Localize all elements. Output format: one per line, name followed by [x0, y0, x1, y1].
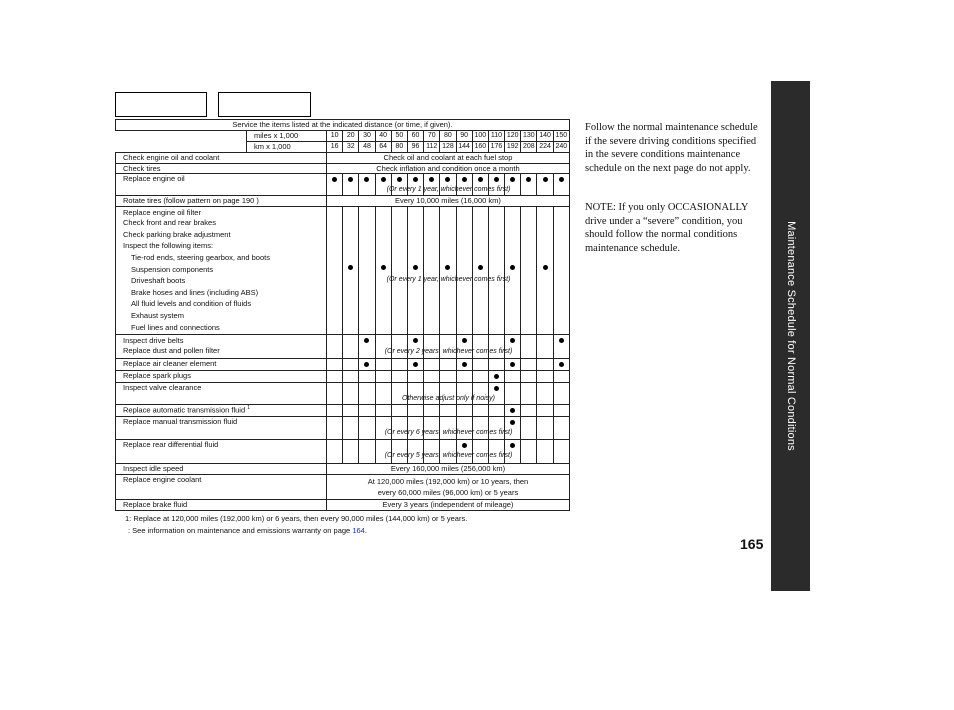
interval-note: (Or every 2 years, whichever comes first) — [384, 348, 513, 356]
interval-cell — [359, 383, 375, 405]
interval-cell — [327, 371, 343, 383]
table-row — [116, 440, 570, 464]
row-label-group — [116, 335, 327, 359]
interval-cell — [505, 440, 521, 464]
miles-value: 140 — [537, 130, 553, 141]
km-value: 224 — [537, 141, 553, 152]
interval-cell — [391, 440, 407, 464]
table-row — [116, 163, 570, 174]
interval-cell — [488, 383, 504, 405]
km-value: 176 — [488, 141, 504, 152]
km-label: km x 1,000 — [247, 141, 327, 152]
miles-value: 20 — [343, 130, 359, 141]
interval-cell — [537, 359, 553, 371]
interval-cell — [424, 417, 440, 440]
km-value: 32 — [343, 141, 359, 152]
interval-cell — [343, 371, 359, 383]
interval-cell — [359, 371, 375, 383]
row-label: Replace engine oil — [116, 174, 327, 196]
interval-cell — [375, 383, 391, 405]
footnote-2: : See information on maintenance and emissions warranty on page 164. — [128, 526, 367, 535]
interval-cell — [505, 335, 521, 359]
interval-cell — [391, 335, 407, 359]
row-sublabel: Suspension components — [131, 264, 214, 274]
interval-cell — [424, 371, 440, 383]
service-dot — [397, 177, 402, 182]
interval-cell — [488, 405, 504, 417]
interval-cell — [391, 371, 407, 383]
interval-cell — [553, 335, 569, 359]
header-instruction: Service the items listed at the indicated distance (or time, if given). — [116, 120, 570, 131]
service-dot — [413, 265, 418, 270]
row-interval-text: Every 160,000 miles (256,000 km) — [327, 464, 570, 475]
row-label: Replace manual transmission fluid — [116, 417, 327, 440]
row-interval-text: Every 10,000 miles (16,000 km) — [327, 196, 570, 207]
table-row — [116, 359, 570, 371]
table-row — [116, 152, 570, 163]
interval-cell — [505, 174, 521, 196]
km-row — [116, 141, 570, 152]
service-dot — [364, 362, 369, 367]
service-dot — [510, 408, 515, 413]
normal-schedule-paragraph: Follow the normal maintenance schedule if the severe driving conditions specified in the severe conditions maintenance schedule on the next page do not apply. — [585, 122, 758, 174]
interval-cell — [407, 383, 423, 405]
row-sublabel: Fuel lines and connections — [131, 322, 220, 332]
interval-note: Otherwise adjust only if noisy) — [402, 395, 495, 403]
interval-cell — [407, 440, 423, 464]
interval-cell — [391, 405, 407, 417]
service-dot — [559, 338, 564, 343]
row-label: Check tires — [116, 163, 327, 174]
interval-cell — [456, 174, 472, 196]
table-row — [116, 475, 570, 500]
interval-cell — [424, 207, 440, 335]
interval-cell — [424, 405, 440, 417]
row-label: Inspect drive belts — [123, 336, 184, 346]
km-value: 128 — [440, 141, 456, 152]
service-dot — [510, 338, 515, 343]
interval-cell — [488, 359, 504, 371]
interval-cell — [456, 359, 472, 371]
row-label: Inspect idle speed — [116, 464, 327, 475]
interval-cell — [553, 371, 569, 383]
table-row — [116, 335, 570, 359]
interval-cell — [521, 359, 537, 371]
interval-cell — [521, 383, 537, 405]
row-label: Inspect the following items: — [123, 241, 214, 251]
interval-cell — [488, 174, 504, 196]
miles-value: 40 — [375, 130, 391, 141]
service-dot — [381, 265, 386, 270]
interval-cell — [327, 207, 511, 335]
service-dot — [413, 338, 418, 343]
interval-cell — [424, 383, 440, 405]
miles-row — [116, 130, 570, 141]
row-label: Check front and rear brakes — [123, 218, 216, 228]
interval-cell — [505, 207, 521, 335]
interval-cell — [553, 359, 569, 371]
table-row — [116, 464, 570, 475]
interval-cell — [359, 417, 375, 440]
interval-cell — [537, 440, 553, 464]
interval-cell — [488, 207, 504, 335]
interval-cell — [456, 207, 472, 335]
interval-cell — [359, 207, 375, 335]
row-sublabel: Exhaust system — [131, 311, 184, 320]
maintenance-schedule-table — [115, 119, 570, 511]
interval-cell — [472, 371, 488, 383]
interval-cell — [537, 174, 553, 196]
service-dot — [462, 338, 467, 343]
miles-value: 60 — [407, 130, 423, 141]
interval-cell — [521, 371, 537, 383]
interval-cell — [407, 335, 423, 359]
interval-cell — [521, 335, 537, 359]
interval-cell — [391, 207, 407, 335]
interval-cell — [327, 174, 511, 196]
interval-note: (Or every 5 years, whichever comes first) — [384, 452, 513, 460]
interval-cell — [440, 174, 456, 196]
section-side-tab — [771, 81, 810, 591]
interval-cell — [327, 417, 513, 440]
interval-cell — [521, 417, 537, 440]
interval-cell — [553, 440, 569, 464]
interval-cell — [456, 335, 472, 359]
service-dot — [510, 443, 515, 448]
km-value: 16 — [327, 141, 343, 152]
service-dot — [526, 177, 531, 182]
interval-cell — [407, 371, 423, 383]
interval-cell — [407, 359, 423, 371]
row-interval-text: Check oil and coolant at each fuel stop — [327, 152, 570, 163]
service-dot — [462, 443, 467, 448]
interval-cell — [537, 405, 553, 417]
header-tab-box-right — [218, 92, 311, 117]
interval-cell — [553, 383, 569, 405]
interval-cell — [553, 207, 569, 335]
interval-cell — [375, 207, 391, 335]
row-label: Replace engine coolant — [116, 475, 327, 500]
interval-cell — [521, 440, 537, 464]
row-label: Replace dust and pollen filter — [123, 346, 220, 356]
row-label: Replace spark plugs — [116, 371, 327, 383]
row-interval-text: At 120,000 miles (192,000 km) or 10 years, then every 60,000 miles (96,000 km) or 5 years — [327, 475, 570, 500]
interval-cell — [440, 417, 456, 440]
row-label: Replace brake fluid — [116, 500, 327, 511]
interval-cell — [391, 383, 407, 405]
km-value: 96 — [407, 141, 423, 152]
miles-label: miles x 1,000 — [247, 130, 327, 141]
miles-value: 130 — [521, 130, 537, 141]
interval-cell — [407, 207, 423, 335]
interval-cell — [375, 371, 391, 383]
interval-cell — [472, 207, 488, 335]
service-dot — [559, 362, 564, 367]
interval-cell — [359, 405, 375, 417]
km-value: 64 — [375, 141, 391, 152]
row-interval-text: Every 3 years (independent of mileage) — [327, 500, 570, 511]
interval-cell — [456, 440, 472, 464]
row-label: Replace air cleaner element — [116, 359, 327, 371]
interval-cell — [440, 207, 456, 335]
service-dot — [364, 177, 369, 182]
service-dot — [543, 265, 548, 270]
interval-cell — [488, 371, 504, 383]
service-dot — [494, 177, 499, 182]
miles-value: 50 — [391, 130, 407, 141]
interval-cell — [472, 440, 488, 464]
interval-cell — [505, 405, 521, 417]
interval-cell — [327, 335, 513, 359]
service-dot — [462, 177, 467, 182]
interval-cell — [359, 174, 375, 196]
interval-cell — [537, 207, 553, 335]
footnote-marker: 1 — [247, 405, 251, 412]
row-label: Replace rear differential fluid — [116, 440, 327, 464]
km-value: 48 — [359, 141, 375, 152]
miles-value: 90 — [456, 130, 472, 141]
interval-cell — [440, 335, 456, 359]
interval-cell — [440, 405, 456, 417]
interval-cell — [456, 383, 472, 405]
service-dot — [332, 177, 337, 182]
row-sublabel: All fluid levels and condition of fluids — [131, 299, 252, 309]
interval-cell — [505, 417, 521, 440]
service-dot — [559, 177, 564, 182]
row-sublabel: Driveshaft boots — [131, 276, 186, 286]
service-dot — [510, 362, 515, 367]
interval-cell — [553, 174, 569, 196]
table-row — [116, 207, 570, 335]
service-dot — [348, 265, 353, 270]
service-dot — [494, 386, 499, 391]
row-label: Replace engine oil filter — [123, 208, 201, 218]
service-dot — [494, 374, 499, 379]
interval-cell — [424, 440, 440, 464]
interval-cell — [553, 417, 569, 440]
miles-value: 30 — [359, 130, 375, 141]
table-row — [116, 417, 570, 440]
page-link[interactable]: 164 — [352, 526, 365, 535]
service-dot — [364, 338, 369, 343]
service-dot — [445, 265, 450, 270]
interval-cell — [505, 383, 521, 405]
footnote-1: 1: Replace at 120,000 miles (192,000 km) or 6 years, then every 90,000 miles (144,000 km) or 5 years. — [125, 514, 468, 523]
interval-cell — [521, 174, 537, 196]
table-row — [116, 371, 570, 383]
miles-value: 80 — [440, 130, 456, 141]
section-title-vertical: Maintenance Schedule for Normal Conditions — [784, 221, 797, 451]
interval-cell — [343, 440, 359, 464]
table-row — [116, 174, 570, 196]
miles-value: 120 — [505, 130, 521, 141]
interval-cell — [391, 417, 407, 440]
table-header-row — [116, 120, 570, 131]
service-dot — [510, 265, 515, 270]
service-dot — [348, 177, 353, 182]
interval-cell — [359, 440, 375, 464]
miles-value: 100 — [472, 130, 488, 141]
interval-cell — [521, 207, 537, 335]
interval-cell — [327, 440, 513, 464]
km-value: 208 — [521, 141, 537, 152]
table-row — [116, 500, 570, 511]
service-dot — [478, 265, 483, 270]
interval-cell — [505, 371, 521, 383]
service-dot — [510, 420, 515, 425]
interval-cell — [327, 383, 495, 405]
interval-cell — [537, 335, 553, 359]
interval-cell — [537, 417, 553, 440]
km-value: 144 — [456, 141, 472, 152]
service-dot — [462, 362, 467, 367]
interval-cell — [343, 383, 359, 405]
interval-cell — [472, 405, 488, 417]
table-row — [116, 405, 570, 417]
interval-cell — [407, 174, 423, 196]
interval-cell — [343, 335, 359, 359]
row-label-group — [116, 207, 327, 335]
interval-cell — [391, 174, 407, 196]
row-label: Check parking brake adjustment — [123, 229, 231, 239]
miles-value: 110 — [488, 130, 504, 141]
interval-cell — [488, 440, 504, 464]
interval-cell — [343, 359, 359, 371]
interval-note: (Or every 1 year, whichever comes first) — [386, 276, 511, 284]
km-value: 240 — [553, 141, 569, 152]
service-dot — [510, 177, 515, 182]
interval-cell — [472, 383, 488, 405]
service-dot — [478, 177, 483, 182]
row-sublabel: Tie-rod ends, steering gearbox, and boots — [131, 253, 270, 263]
interval-cell — [375, 335, 391, 359]
service-dot — [445, 177, 450, 182]
interval-cell — [391, 359, 407, 371]
miles-value: 10 — [327, 130, 343, 141]
interval-cell — [440, 440, 456, 464]
row-label: Rotate tires (follow pattern on page 190 ) — [116, 196, 327, 207]
interval-cell — [521, 405, 537, 417]
interval-cell — [456, 405, 472, 417]
interval-cell — [472, 335, 488, 359]
row-label: Replace automatic transmission fluid $^1$ — [116, 405, 327, 417]
interval-cell — [537, 383, 553, 405]
row-label: Inspect valve clearance — [116, 383, 327, 405]
interval-cell — [505, 359, 521, 371]
interval-cell — [440, 371, 456, 383]
interval-cell — [424, 174, 440, 196]
row-sublabel: Brake hoses and lines (including ABS) — [131, 287, 259, 297]
miles-value: 70 — [424, 130, 440, 141]
service-dot — [429, 177, 434, 182]
interval-cell — [472, 417, 488, 440]
interval-cell — [537, 371, 553, 383]
service-dot — [543, 177, 548, 182]
note-paragraph: NOTE: If you only OCCASIONALLY drive under a “severe” condition, you should follow the normal conditions maintenance schedule. — [585, 202, 749, 254]
interval-cell — [375, 417, 391, 440]
row-interval-text: Check inflation and condition once a month — [327, 163, 570, 174]
interval-cell — [359, 359, 375, 371]
interval-cell — [553, 405, 569, 417]
interval-note: (Or every 6 years, whichever comes first) — [384, 429, 513, 437]
service-dot — [413, 362, 418, 367]
interval-cell — [407, 405, 423, 417]
interval-cell — [488, 417, 504, 440]
km-value: 112 — [424, 141, 440, 152]
interval-cell — [488, 335, 504, 359]
service-dot — [381, 177, 386, 182]
interval-cell — [424, 335, 440, 359]
header-tab-box-left — [115, 92, 207, 117]
interval-cell — [456, 371, 472, 383]
interval-cell — [472, 174, 488, 196]
interval-cell — [440, 383, 456, 405]
interval-cell — [375, 440, 391, 464]
interval-cell — [327, 405, 343, 417]
interval-cell — [343, 417, 359, 440]
km-value: 80 — [391, 141, 407, 152]
interval-cell — [407, 417, 423, 440]
service-dot — [413, 177, 418, 182]
interval-cell — [359, 335, 375, 359]
interval-cell — [424, 359, 440, 371]
interval-cell — [472, 359, 488, 371]
interval-cell — [327, 359, 343, 371]
km-value: 160 — [472, 141, 488, 152]
miles-value: 150 — [553, 130, 569, 141]
interval-cell — [456, 417, 472, 440]
page-number: 165 — [740, 536, 764, 552]
interval-cell — [343, 207, 359, 335]
interval-cell — [440, 359, 456, 371]
table-row — [116, 196, 570, 207]
interval-cell — [375, 359, 391, 371]
interval-note: (Or every 1 year, whichever comes first) — [386, 186, 511, 194]
interval-cell — [343, 174, 359, 196]
interval-cell — [375, 174, 391, 196]
table-row — [116, 383, 570, 405]
km-value: 192 — [505, 141, 521, 152]
interval-cell — [343, 405, 359, 417]
interval-cell — [375, 405, 391, 417]
row-label: Check engine oil and coolant — [116, 152, 327, 163]
